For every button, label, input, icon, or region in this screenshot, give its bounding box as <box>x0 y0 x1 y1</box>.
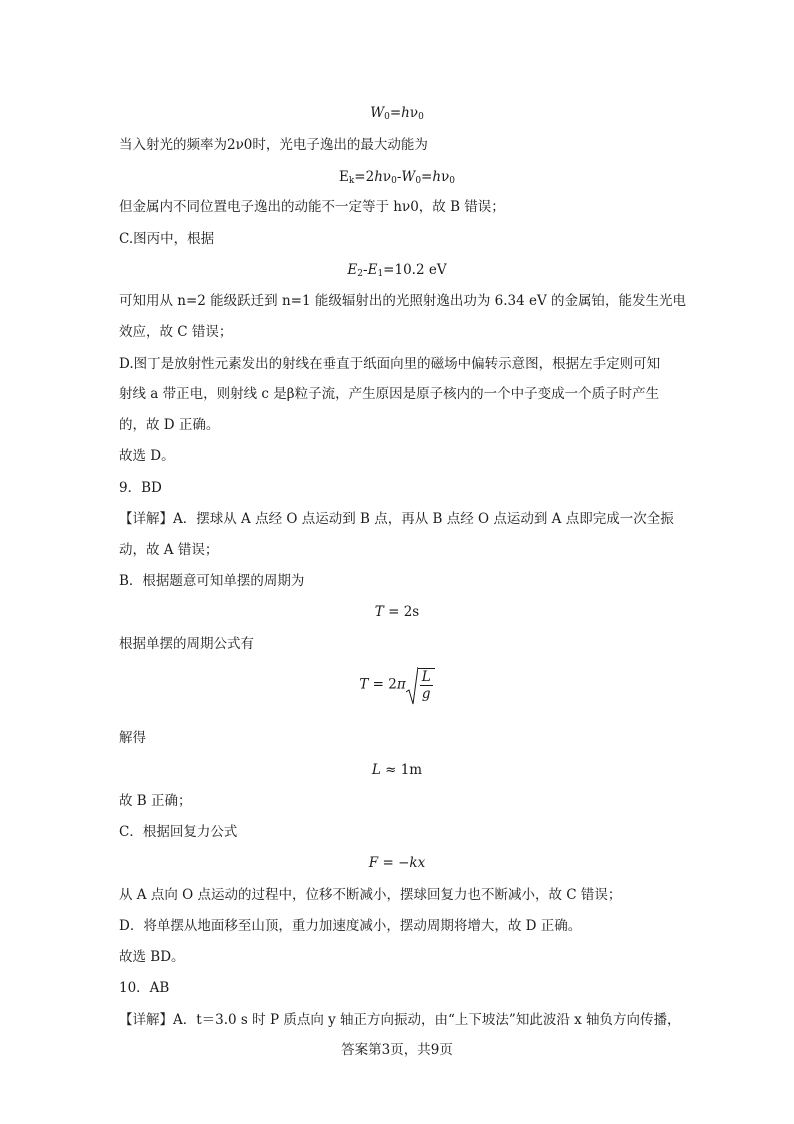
equation-force: F = −kx <box>368 855 426 871</box>
text-line: 当入射光的频率为2ν0时，光电子逸出的最大动能为 <box>119 137 428 153</box>
text-line: 【详解】A．t＝3.0 s 时 P 质点向 y 轴正方向振动，由“上下坡法”知此波沿 x 轴负方向传播， <box>119 1012 681 1028</box>
equation-w0: $W_0=h\nu_0$ <box>370 105 424 122</box>
equation-period-formula: T = 2π $\frac{L}{g}$ <box>0 668 794 702</box>
text-line: 故 B 正确； <box>119 793 192 809</box>
text-line: 的，故 D 正确。 <box>119 417 220 433</box>
page-footer: 答案第3页，共9页 <box>341 1042 453 1058</box>
text-line: 根据单摆的周期公式有 <box>119 636 254 652</box>
text-line: 【详解】A．摆球从 A 点经 O 点运动到 B 点，再从 B 点经 O 点运动到 A 点即完成一次全振 <box>119 511 674 527</box>
text-line: 但金属内不同位置电子逸出的动能不一定等于 hν0，故 B 错误； <box>119 199 505 215</box>
equation-length: L ≈ 1m <box>371 762 423 778</box>
text-line: B．根据题意可知单摆的周期为 <box>119 573 305 589</box>
text-line: 射线 a 带正电，则射线 c 是β粒子流，产生原因是原子核内的一个中子变成一个质子时产生 <box>119 386 660 402</box>
text-line: D．将单摆从地面移至山顶，重力加速度减小，摆动周期将增大，故 D 正确。 <box>119 918 582 934</box>
text-line: 故选 D。 <box>119 448 175 464</box>
text-line: D.图丁是放射性元素发出的射线在垂直于纸面向里的磁场中偏转示意图，根据左手定则可知 <box>119 356 661 372</box>
equation-ek: $E_k=2h\nu_0-W_0=h\nu_0$ <box>338 169 456 186</box>
text-line: 可知用从 n=2 能级跃迁到 n=1 能级辐射出的光照射逸出功为 6.34 eV 的金属铂，能发生光电 <box>119 293 687 309</box>
text-line: 故选 BD。 <box>119 949 185 965</box>
text-line: 解得 <box>119 730 146 746</box>
text-line: 动，故 A 错误； <box>119 542 219 558</box>
text-line: C.图丙中，根据 <box>119 231 215 247</box>
text-line: 从 A 点向 O 点运动的过程中，位移不断减小，摆球回复力也不断减小，故 C 错误； <box>119 887 622 903</box>
equation-energy: $E_2-E_1=10.2$ eV <box>347 262 447 279</box>
question-number: 10．AB <box>119 980 170 996</box>
text-line: 效应，故 C 错误； <box>119 324 233 340</box>
equation-period: T = 2s <box>374 604 420 620</box>
question-number: 9．BD <box>119 480 162 496</box>
text-line: C．根据回复力公式 <box>119 824 238 840</box>
